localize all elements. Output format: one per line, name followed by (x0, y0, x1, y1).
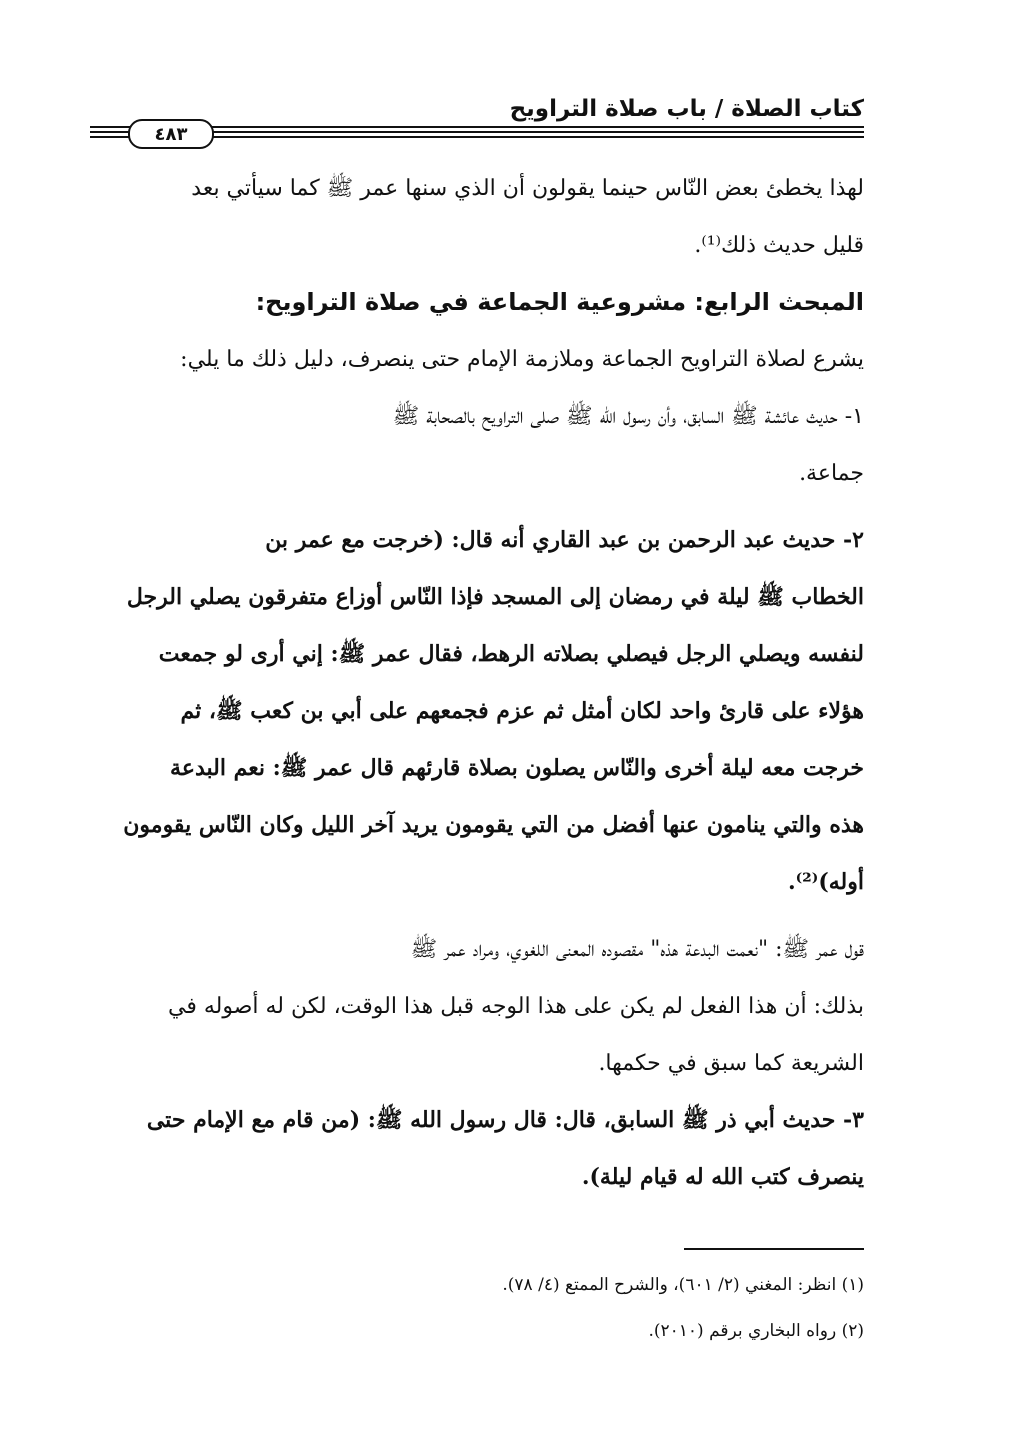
hadith-line: هؤلاء على قارئ واحد لكان أمثل ثم عزم فجمعهم على أبي بن كعب ﷺ، ثم (180, 698, 864, 724)
hadith-line: ٢- حديث عبد الرحمن بن عبد القاري أنه قال: (خرجت مع عمر بن (265, 527, 864, 553)
text-line: لهذا يخطئ بعض النّاس حينما يقولون أن الذي سنها عمر ﷺ كما سيأتي بعد (191, 176, 864, 201)
paragraph-gap (92, 911, 864, 921)
text-line: بذلك: أن هذا الفعل لم يكن على هذا الوجه قبل هذا الوقت، لكن له أصوله في (167, 994, 864, 1019)
running-head: كتاب الصلاة / باب صلاة التراويح (509, 96, 864, 122)
text-line: ١- حديث عائشة ﷺ السابق، وأن رسول الله ﷺ صلى التراويح بالصحابة ﷺ (392, 404, 864, 429)
footnote: (٢) رواه البخاري برقم (٢٠١٠). (648, 1321, 864, 1341)
footnote-rule (684, 1248, 864, 1250)
text-line: يشرع لصلاة التراويح الجماعة وملازمة الإمام حتى ينصرف، دليل ذلك ما يلي: (180, 347, 864, 372)
hadith-line: هذه والتي ينامون عنها أفضل من التي يقومون يريد آخر الليل وكان النّاس يقومون (123, 812, 864, 838)
text-line: قول عمر ﷺ: "نعمت البدعة هذه" مقصوده المعنى اللغوي، ومراد عمر ﷺ (410, 937, 864, 962)
paragraph-gap (92, 502, 864, 512)
footnotes (300, 1262, 864, 1354)
hadith-line: خرجت معه ليلة أخرى والنّاس يصلون بصلاة قارئهم قال عمر ﷺ: نعم البدعة (170, 755, 864, 781)
hadith-line: ٣- حديث أبي ذر ﷺ السابق، قال: قال رسول الله ﷺ: (من قام مع الإمام حتى (146, 1107, 864, 1133)
text-line: قليل حديث ذلك⁽¹⁾. (694, 233, 864, 258)
hadith-line: أوله)⁽²⁾. (787, 869, 864, 895)
section-heading: المبحث الرابع: مشروعية الجماعة في صلاة التراويح: (255, 288, 864, 316)
page-number: ٤٨٣ (128, 119, 214, 149)
hadith-line: لنفسه ويصلي الرجل فيصلي بصلاته الرهط، فقال عمر ﷺ: إني أرى لو جمعت (158, 641, 864, 667)
text-line: جماعة. (799, 461, 864, 486)
footnote: (١) انظر: المغني (٢/ ٦٠١)، والشرح الممتع (٤/ ٧٨). (502, 1275, 864, 1295)
text-line: الشريعة كما سبق في حكمها. (598, 1051, 864, 1076)
hadith-line: الخطاب ﷺ ليلة في رمضان إلى المسجد فإذا النّاس أوزاع متفرقون يصلي الرجل (126, 584, 864, 610)
hadith-line: ينصرف كتب الله له قيام ليلة). (581, 1164, 864, 1190)
body-text (92, 160, 864, 1206)
